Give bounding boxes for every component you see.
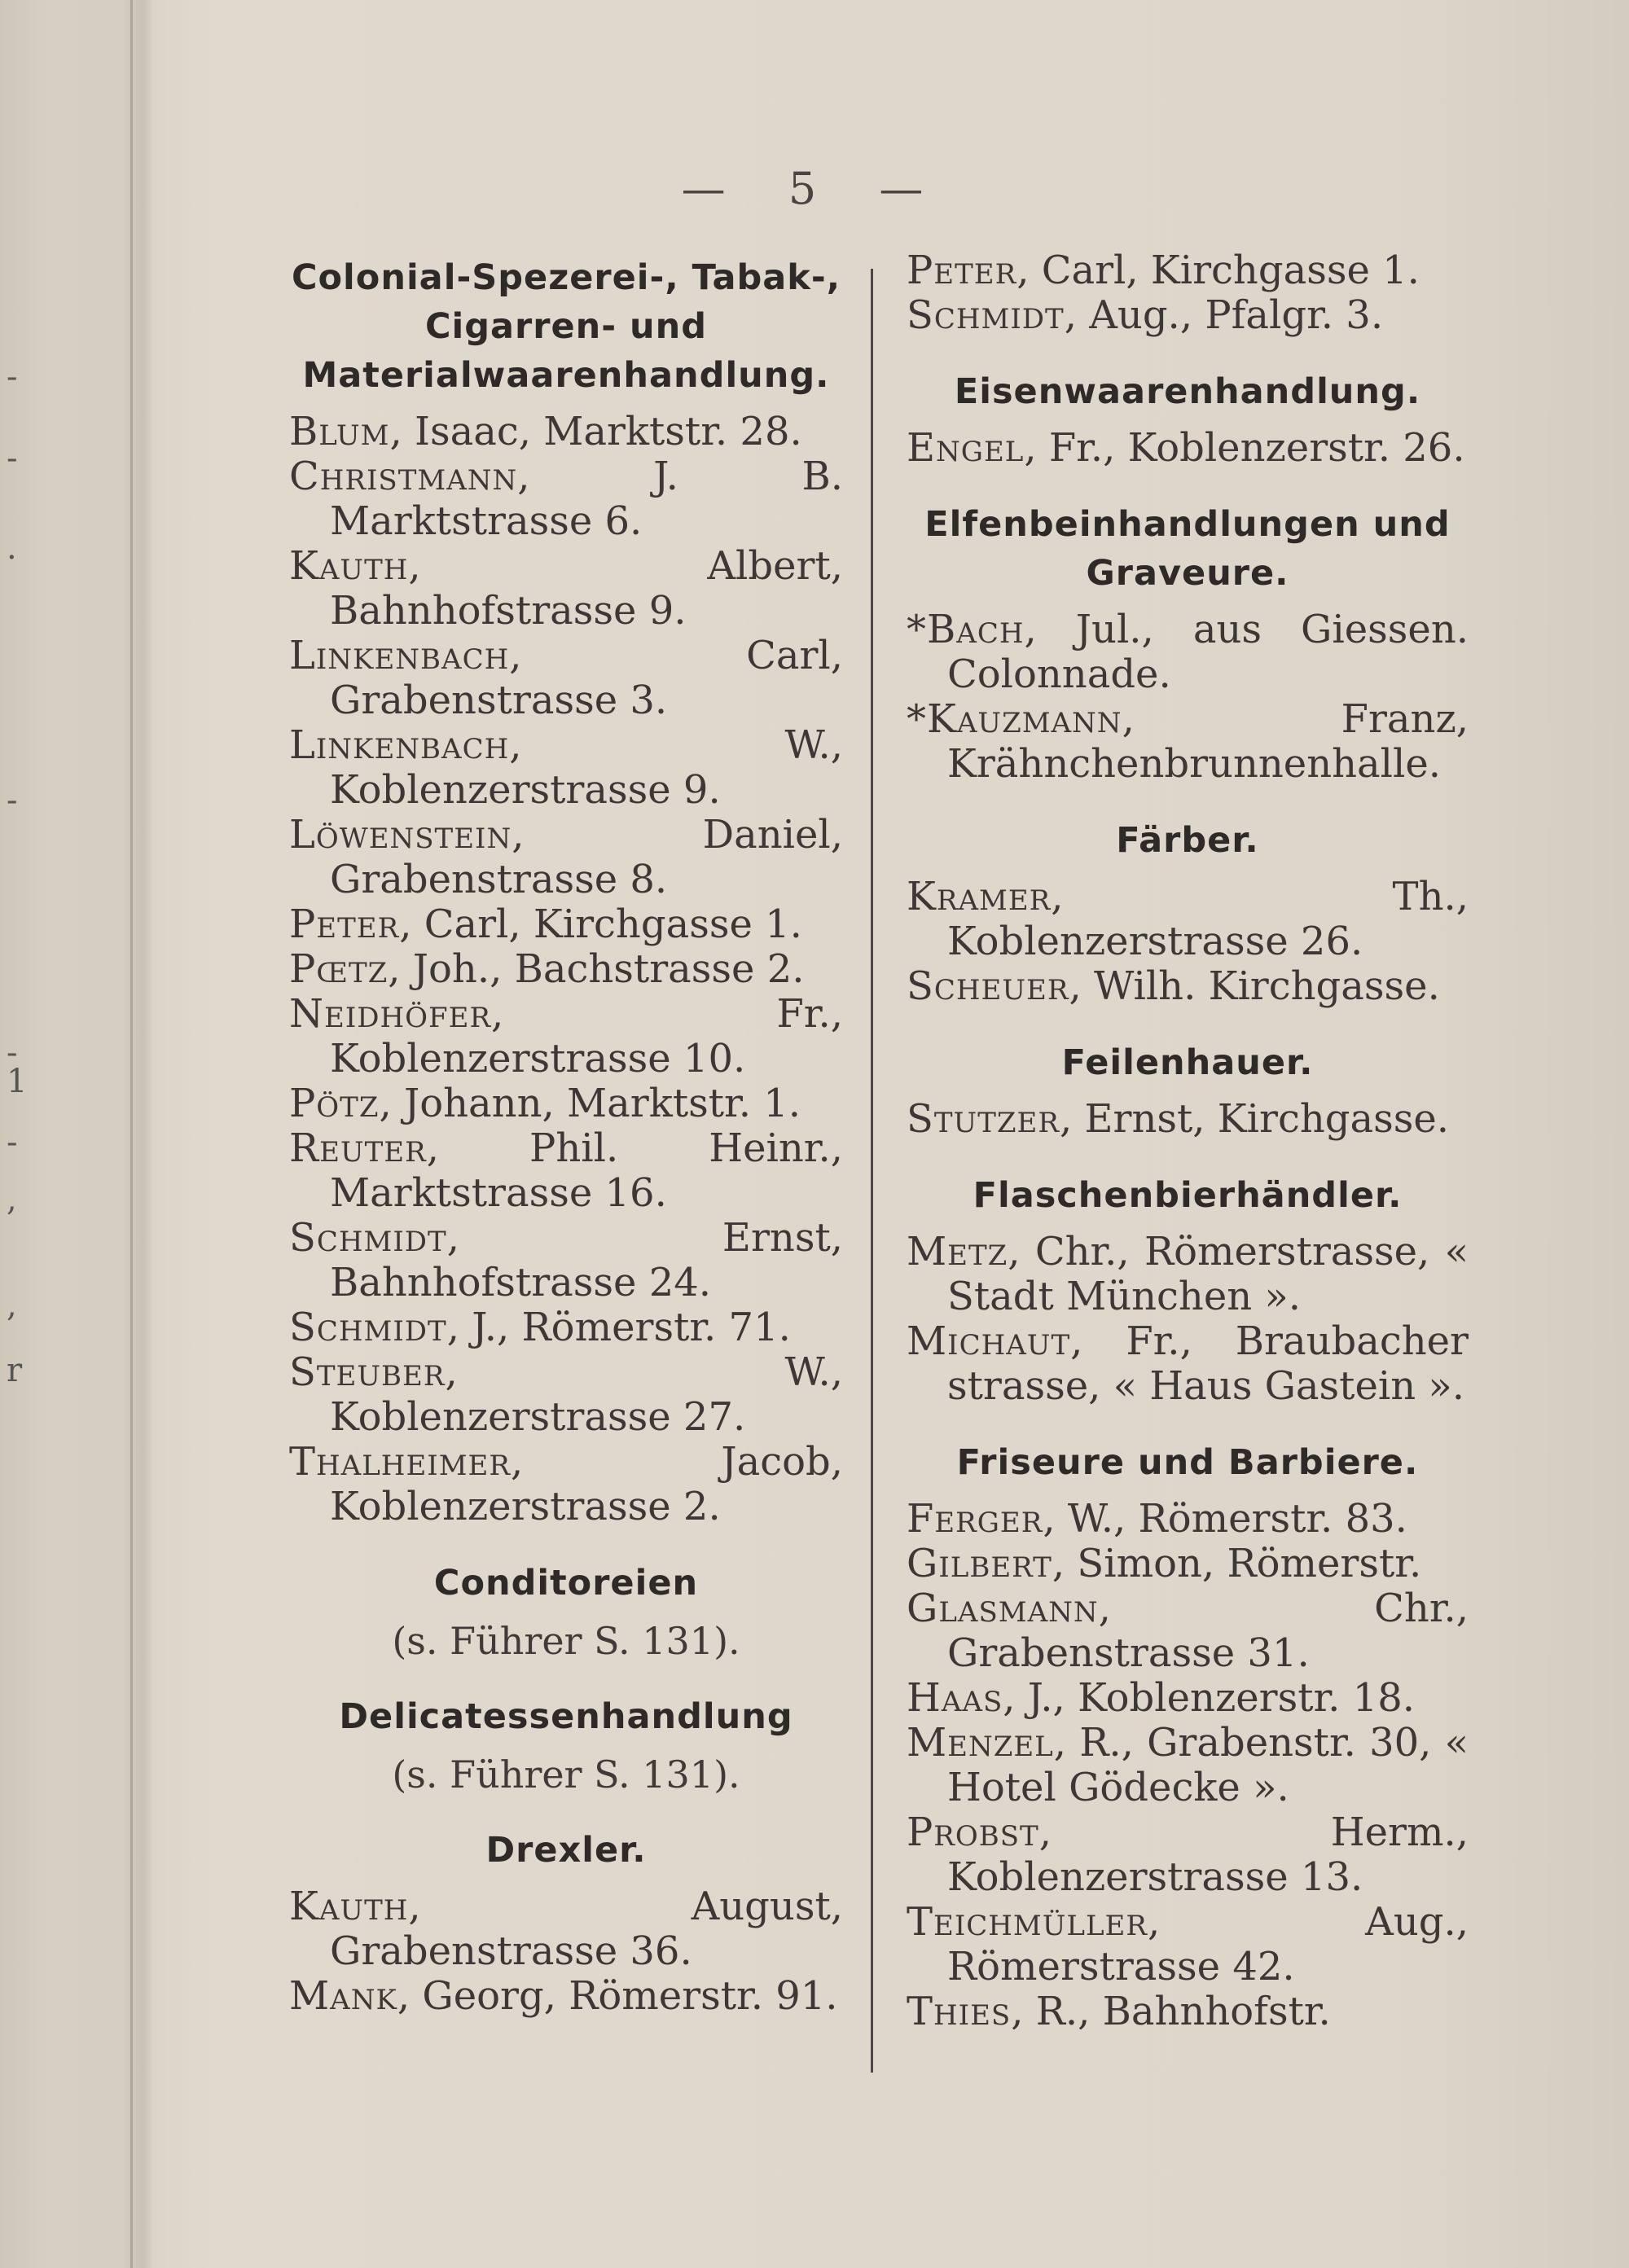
edge-mark: - xyxy=(7,782,18,819)
column-divider xyxy=(871,269,873,2073)
entry-name: Peter xyxy=(907,248,1017,293)
entry-name: Neidhöfer xyxy=(289,991,492,1037)
entry-details: , Ernst, Kirchgasse. xyxy=(1059,1096,1450,1142)
entry-details: , Albert, Bahnhofstrasse 9. xyxy=(330,543,843,634)
entry-details: , R., Bahnhofstr. xyxy=(1011,1989,1331,2034)
entry-name: Peter xyxy=(289,901,400,947)
entry-name: Kramer xyxy=(907,874,1052,919)
entry-name: Christmann xyxy=(289,454,518,499)
entry-details: , August, Grabenstrasse 36. xyxy=(330,1884,843,1974)
directory-entry xyxy=(907,697,1469,787)
entry-details: , Carl, Kirchgasse 1. xyxy=(399,901,802,947)
edge-mark: , xyxy=(7,1287,17,1324)
section-heading: Färber. xyxy=(1116,820,1259,861)
entry-details: , R., Grabenstr. 30, « Hotel Gödecke ». xyxy=(947,1720,1469,1810)
directory-entry xyxy=(289,1884,843,1974)
entry-details: , Chr., Grabenstrasse 31. xyxy=(947,1586,1469,1676)
entry-name: Löwenstein xyxy=(289,812,512,858)
entry-details: , Wilh. Kirchgasse. xyxy=(1069,963,1440,1009)
section-heading: Colonial-Spezerei-, Tabak-, Cigarren- und Materialwaarenhandlung. xyxy=(291,257,841,396)
directory-entry xyxy=(907,1586,1469,1676)
directory-entry xyxy=(289,410,843,454)
directory-entry xyxy=(289,723,843,813)
directory-section xyxy=(289,1559,843,1665)
directory-section xyxy=(289,1826,843,2019)
entry-details: , J., Koblenzerstr. 18. xyxy=(1003,1675,1416,1721)
entry-details: , Jacob, Koblenzerstrasse 2. xyxy=(330,1439,843,1529)
entry-details: , J. B. Marktstrasse 6. xyxy=(330,454,843,544)
directory-section xyxy=(907,1438,1469,2034)
directory-entry xyxy=(289,634,843,723)
directory-section xyxy=(907,1038,1469,1166)
directory-entry xyxy=(907,964,1469,1009)
entry-name: Probst xyxy=(907,1810,1039,1855)
entry-name: Kauth xyxy=(289,543,409,589)
directory-entry xyxy=(907,1097,1469,1142)
directory-entry xyxy=(907,426,1469,471)
entry-name: *Bach xyxy=(907,607,1025,652)
entry-details: , W., Römerstr. 83. xyxy=(1043,1496,1407,1542)
entry-name: Haas xyxy=(907,1675,1003,1721)
entry-name: Schmidt xyxy=(289,1305,447,1350)
directory-entry xyxy=(289,544,843,634)
entry-details: , Johann, Marktstr. 1. xyxy=(379,1081,801,1126)
entry-name: *Kauzmann xyxy=(907,696,1122,742)
entry-details: , Fr., Koblenzerstrasse 10. xyxy=(330,991,843,1081)
left-column xyxy=(289,248,843,2019)
directory-section xyxy=(907,1171,1469,1433)
edge-mark: - xyxy=(7,440,18,477)
directory-entry xyxy=(907,1542,1469,1586)
edge-mark: - xyxy=(7,1124,18,1161)
entry-name: Stutzer xyxy=(907,1096,1060,1142)
entry-details: , Carl, Kirchgasse 1. xyxy=(1016,248,1420,293)
section-heading: Drexler. xyxy=(485,1830,647,1871)
entry-details: , J., Römerstr. 71. xyxy=(446,1305,791,1350)
entry-name: Thies xyxy=(907,1989,1012,2034)
entry-details: , Daniel, Grabenstrasse 8. xyxy=(330,812,843,902)
directory-entry xyxy=(289,947,843,992)
section-heading: Elfenbeinhandlungen und Graveure. xyxy=(924,504,1451,594)
entry-details: , W., Koblenzerstrasse 9. xyxy=(330,722,843,813)
entry-details: , Franz, Krähnchenbrunnenhalle. xyxy=(947,696,1469,787)
directory-entry xyxy=(289,1126,843,1216)
edge-mark: - xyxy=(7,1034,18,1072)
directory-entry xyxy=(289,454,843,544)
directory-entry xyxy=(289,902,843,947)
directory-section xyxy=(289,253,843,1554)
entry-name: Ferger xyxy=(907,1496,1043,1542)
entry-details: , Ernst, Bahnhofstrasse 24. xyxy=(330,1215,843,1305)
section-heading: Conditoreien xyxy=(433,1563,699,1603)
directory-entry xyxy=(907,1319,1469,1409)
entry-name: Reuter xyxy=(289,1125,427,1171)
directory-entry xyxy=(289,1081,843,1126)
entry-details: , Georg, Römerstr. 91. xyxy=(397,1973,838,2019)
entry-name: Blum xyxy=(289,409,390,454)
entry-name: Menzel xyxy=(907,1720,1054,1766)
entry-name: Scheuer xyxy=(907,963,1069,1009)
directory-entry xyxy=(907,1230,1469,1319)
section-heading: Eisenwaarenhandlung. xyxy=(954,371,1421,412)
directory-entry xyxy=(289,1350,843,1440)
right-column xyxy=(907,248,1469,2034)
entry-details: , Aug., Römerstrasse 42. xyxy=(947,1899,1469,1989)
section-heading: Friseure und Barbiere. xyxy=(956,1442,1419,1483)
entry-name: Glasmann xyxy=(907,1586,1099,1631)
directory-entry xyxy=(907,1721,1469,1810)
entry-details: , Carl, Grabenstrasse 3. xyxy=(330,633,843,723)
page-number: — 5 — xyxy=(681,163,948,214)
entry-details: , Chr., Römerstrasse, « Stadt München ». xyxy=(947,1229,1469,1319)
entry-name: Schmidt xyxy=(289,1215,447,1261)
directory-section xyxy=(907,367,1469,495)
section-heading: Feilenhauer. xyxy=(1061,1042,1314,1083)
entry-details: , Joh., Bachstrasse 2. xyxy=(388,946,805,992)
entry-details: , Phil. Heinr., Marktstrasse 16. xyxy=(330,1125,843,1216)
entry-details: , Herm., Koblenzerstrasse 13. xyxy=(947,1810,1469,1900)
entry-name: Linkenbach xyxy=(289,633,510,678)
entry-name: Teichmüller xyxy=(907,1899,1148,1945)
directory-entry xyxy=(907,1810,1469,1900)
entry-details: , Aug., Pfalgr. 3. xyxy=(1064,292,1384,338)
entry-details: , Simon, Römerstr. xyxy=(1052,1541,1422,1586)
entry-name: Pötz xyxy=(289,1081,380,1126)
directory-entry xyxy=(907,293,1469,338)
entry-name: Metz xyxy=(907,1229,1008,1274)
directory-section xyxy=(289,1692,843,1798)
entry-name: Schmidt xyxy=(907,292,1065,338)
section-heading: Delicatessenhandlung xyxy=(339,1696,793,1737)
entry-name: Thalheimer xyxy=(289,1439,511,1485)
directory-entry xyxy=(907,248,1469,293)
entry-details: , Isaac, Marktstr. 28. xyxy=(389,409,802,454)
entry-details: , Fr., Braubacher strasse, « Haus Gastein ». xyxy=(947,1318,1469,1409)
edge-mark: r xyxy=(7,1352,23,1389)
directory-section xyxy=(907,248,1469,362)
entry-name: Linkenbach xyxy=(289,722,510,768)
entry-details: , Fr., Koblenzerstr. 26. xyxy=(1024,425,1465,471)
directory-entry xyxy=(907,1497,1469,1542)
entry-name: Engel xyxy=(907,425,1025,471)
section-reference: (s. Führer S. 131). xyxy=(392,1753,740,1796)
directory-entry xyxy=(907,1676,1469,1721)
entry-name: Pœtz xyxy=(289,946,389,992)
binding-shadow xyxy=(130,0,133,2268)
directory-entry xyxy=(289,813,843,902)
edge-mark: 1 xyxy=(7,1063,28,1100)
directory-section xyxy=(907,816,1469,1033)
entry-details: , W., Koblenzerstrasse 27. xyxy=(330,1349,843,1440)
edge-mark: , xyxy=(7,1181,17,1218)
section-heading: Flaschenbierhändler. xyxy=(973,1175,1403,1216)
directory-entry xyxy=(907,608,1469,697)
directory-entry xyxy=(289,1440,843,1529)
directory-entry xyxy=(289,992,843,1081)
entry-name: Mank xyxy=(289,1973,397,2019)
entry-name: Michaut xyxy=(907,1318,1071,1364)
directory-entry xyxy=(289,1216,843,1305)
edge-mark: - xyxy=(7,358,18,396)
directory-section xyxy=(907,500,1469,811)
directory-entry xyxy=(907,1989,1469,2034)
section-reference: (s. Führer S. 131). xyxy=(392,1619,740,1663)
directory-entry xyxy=(289,1305,843,1350)
entry-name: Gilbert xyxy=(907,1541,1052,1586)
entry-details: , Jul., aus Giessen. Colonnade. xyxy=(947,607,1469,697)
directory-entry xyxy=(289,1974,843,2019)
directory-entry xyxy=(907,1900,1469,1989)
edge-mark: . xyxy=(7,529,17,567)
entry-details: , Th., Koblenzerstrasse 26. xyxy=(947,874,1469,964)
entry-name: Steuber xyxy=(289,1349,446,1395)
directory-entry xyxy=(907,875,1469,964)
entry-name: Kauth xyxy=(289,1884,409,1929)
